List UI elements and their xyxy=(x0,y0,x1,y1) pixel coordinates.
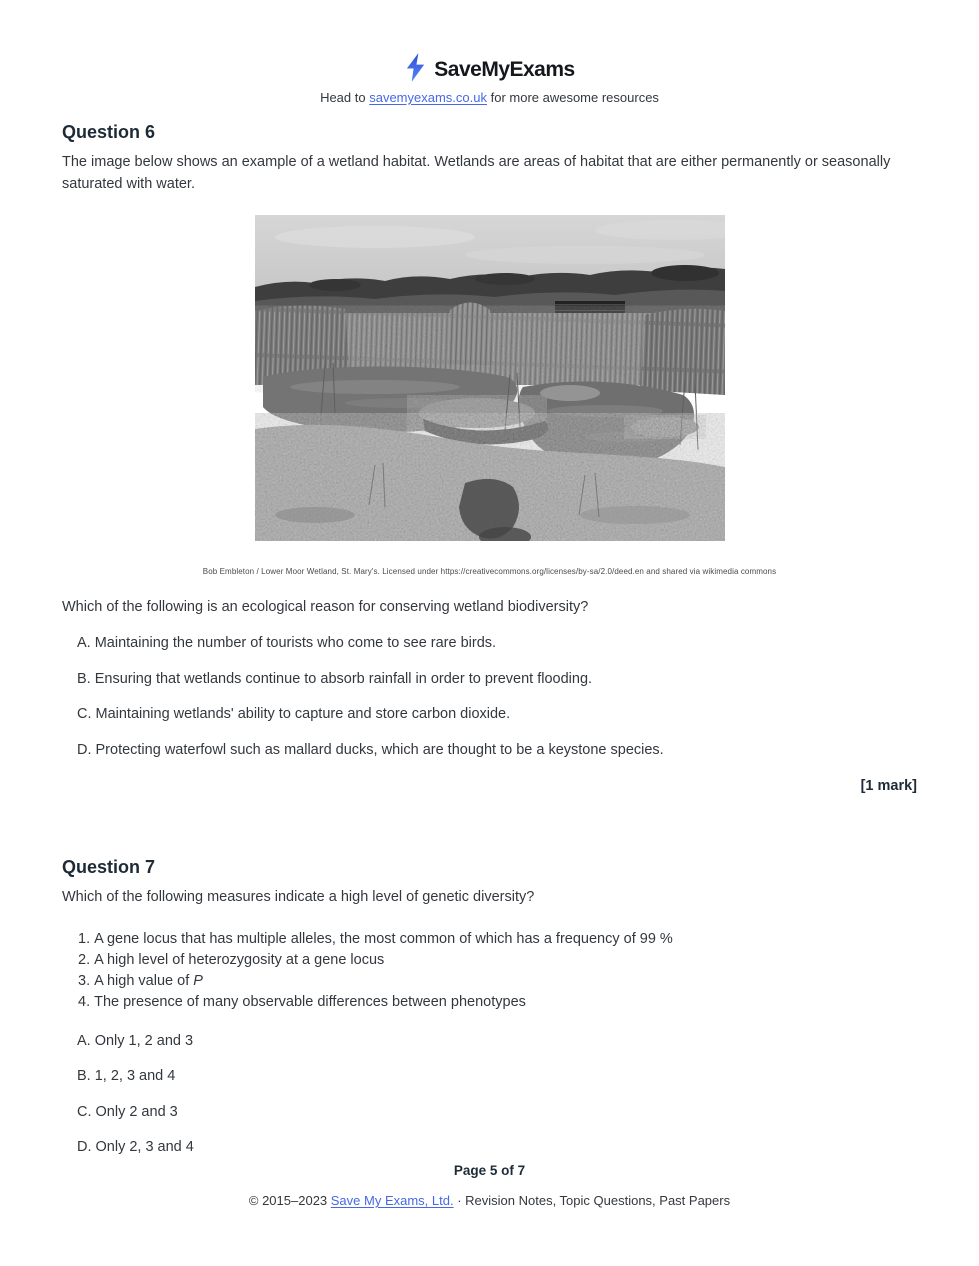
q6-option-b xyxy=(62,671,917,687)
savemyexams-link[interactable]: savemyexams.co.uk xyxy=(369,90,487,105)
q6-option-b-text: Ensuring that wetlands continue to absorb rainfall in order to prevent flooding. xyxy=(94,670,593,687)
marks-badge: [1 mark] xyxy=(860,778,917,794)
q6-option-a xyxy=(62,635,917,651)
image-caption: Bob Embleton / Lower Moor Wetland, St. Mary's. Licensed under https://creativecommons.org/licenses/by-sa/2.0/deed.en and shared via wikimedia commons xyxy=(202,567,777,576)
question-7-options xyxy=(62,1033,917,1156)
q7-item-1 xyxy=(62,929,917,950)
lightning-bolt-icon xyxy=(404,53,427,87)
copyright-suffix: · Revision Notes, Topic Questions, Past Papers xyxy=(453,1193,731,1208)
q7-option-b-label: B. xyxy=(77,1068,91,1084)
q7-item-3 xyxy=(62,971,917,992)
brand-name: SaveMyExams xyxy=(434,58,575,81)
tagline-suffix: for more awesome resources xyxy=(486,90,659,105)
page-indicator: Page 5 of 7 xyxy=(453,1163,526,1178)
q7-item-4 xyxy=(62,992,917,1013)
question-7-title: Question 7 xyxy=(62,857,156,877)
question-6-text: Which of the following is an ecological reason for conserving wetland biodiversity? xyxy=(62,599,589,615)
question-7-text: Which of the following measures indicate a high level of genetic diversity? xyxy=(62,889,535,905)
q7-option-c-label: C. xyxy=(77,1103,92,1120)
q7-option-d-text: Only 2, 3 and 4 xyxy=(95,1139,194,1155)
copyright-line xyxy=(0,1193,979,1208)
q7-item-2-text: A high level of heterozygosity at a gene locus xyxy=(94,951,385,968)
page-content xyxy=(62,122,917,1155)
question-6-section xyxy=(62,122,917,795)
q7-option-b-text: 1, 2, 3 and 4 xyxy=(94,1068,176,1084)
q7-item-4-text: The presence of many observable differences between phenotypes xyxy=(94,993,526,1010)
q7-option-c-text: Only 2 and 3 xyxy=(95,1103,178,1120)
q7-item-4-num: 4. xyxy=(78,993,91,1010)
q7-option-d xyxy=(62,1139,917,1155)
q6-option-d xyxy=(62,742,917,758)
tagline-prefix: Head to xyxy=(320,90,370,105)
q7-option-c xyxy=(62,1104,917,1120)
q6-option-a-label: A. xyxy=(77,635,91,651)
q7-item-1-num: 1. xyxy=(78,930,91,947)
question-6-intro: The image below shows an example of a wetland habitat. Wetlands are areas of habitat that are either permanently or seasonally saturated with water. xyxy=(62,154,891,192)
page-header xyxy=(0,0,979,105)
marks-row xyxy=(62,777,917,795)
q7-item-3-text: A high value of xyxy=(94,972,194,989)
q7-option-b xyxy=(62,1068,917,1084)
question-7-numbered-list xyxy=(62,929,917,1013)
q7-option-d-label: D. xyxy=(77,1139,92,1155)
q7-item-3-num: 3. xyxy=(78,972,91,989)
q6-option-d-label: D. xyxy=(77,741,92,758)
copyright-prefix: © 2015–2023 xyxy=(248,1193,331,1208)
q7-option-a-text: Only 1, 2 and 3 xyxy=(94,1032,194,1049)
question-7-section xyxy=(62,857,917,1155)
q6-option-c-text: Maintaining wetlands' ability to capture and store carbon dioxide. xyxy=(95,706,511,722)
q6-option-c xyxy=(62,706,917,722)
q7-option-a-label: A. xyxy=(77,1032,91,1049)
q7-item-3-symbol: P xyxy=(193,972,203,989)
q7-item-1-text: A gene locus that has multiple alleles, the most common of which has a frequency of 99 % xyxy=(94,930,673,947)
wetland-figure xyxy=(62,215,917,576)
question-6-title: Question 6 xyxy=(62,122,156,142)
q7-item-2-num: 2. xyxy=(78,951,91,968)
brand-logo xyxy=(0,55,979,85)
q6-option-c-label: C. xyxy=(77,706,92,722)
wetland-photo xyxy=(255,215,725,541)
savemyexams-ltd-link[interactable]: Save My Exams, Ltd. xyxy=(330,1193,454,1208)
q6-option-d-text: Protecting waterfowl such as mallard ducks, which are thought to be a keystone species. xyxy=(95,741,664,758)
header-tagline xyxy=(0,90,979,105)
q6-option-b-label: B. xyxy=(77,670,91,687)
q7-option-a xyxy=(62,1033,917,1049)
q7-item-2 xyxy=(62,950,917,971)
page-footer xyxy=(0,1163,979,1208)
q6-option-a-text: Maintaining the number of tourists who come to see rare birds. xyxy=(94,635,497,651)
question-6-options xyxy=(62,635,917,758)
